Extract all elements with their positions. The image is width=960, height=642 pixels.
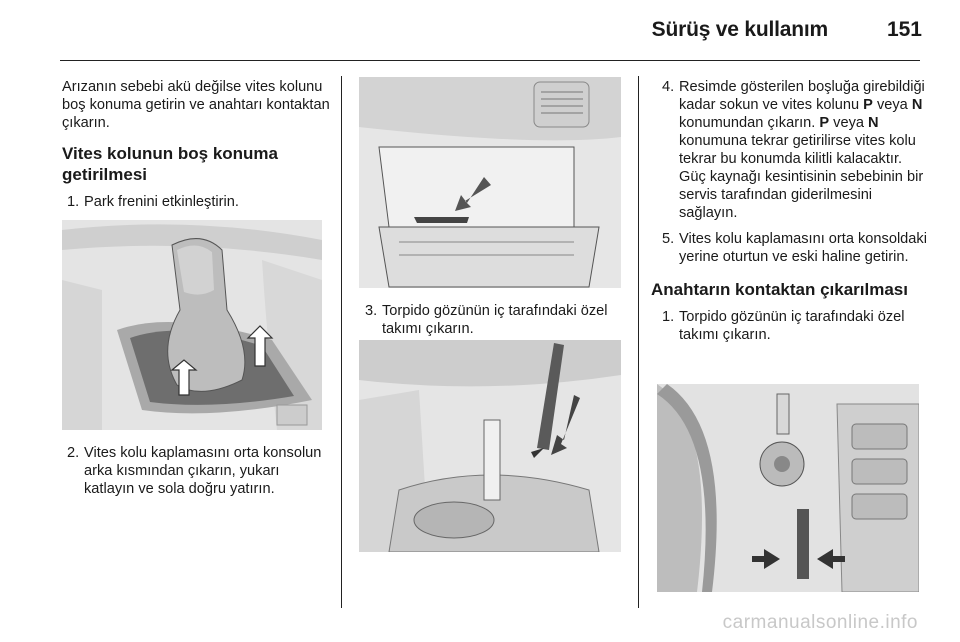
step-number: 1. <box>67 194 80 210</box>
section-heading-neutral: Vites kolunun boş konuma getirilmesi <box>62 144 278 184</box>
column-3 <box>651 78 927 344</box>
gear-n-label: N <box>868 115 879 131</box>
step-1-key <box>657 308 927 344</box>
column-2-text <box>360 302 628 338</box>
step-text: Torpido gözünün iç tarafındaki özel takımı çıkarın. <box>382 303 608 337</box>
column-1 <box>62 78 330 211</box>
gear-shifter-illustration <box>62 220 322 430</box>
step-text: veya <box>876 97 908 113</box>
step-number: 1. <box>662 309 675 325</box>
section-heading-key: Anahtarın kontaktan çıkarılması <box>651 280 908 299</box>
column-divider-2 <box>638 76 639 608</box>
step-number: 5. <box>662 231 675 247</box>
step-text: Vites kolu kaplamasını orta konsoldaki yerine oturtun ve eski haline getirin. <box>679 231 927 265</box>
step-text: veya <box>833 115 864 131</box>
step-number: 2. <box>67 445 80 461</box>
step-number: 4. <box>662 79 675 95</box>
gear-n-label: N <box>911 97 923 113</box>
column-1-lower <box>62 444 330 498</box>
step-text: konumundan çıkarın. <box>679 115 816 131</box>
step-2 <box>62 444 330 498</box>
step-5 <box>657 230 927 266</box>
step-3 <box>360 302 628 338</box>
step-text: Park frenini etkinleştirin. <box>84 194 239 210</box>
watermark: carmanualsonline.info <box>722 612 918 633</box>
step-text: Resimde gösterilen boşluğa girebildiği kadar sokun ve vites kolunu <box>679 79 925 113</box>
step-text: Torpido gözünün iç tarafındaki özel takımı çıkarın. <box>679 309 905 343</box>
glovebox-illustration <box>359 77 621 288</box>
ignition-tool-illustration <box>657 384 919 592</box>
gear-p-label: P <box>819 115 830 131</box>
intro-paragraph: Arızanın sebebi akü değilse vites kolunu boş konuma getirin ve anahtarı kontaktan çıkarın. <box>62 79 330 131</box>
step-text: Vites kolu kaplamasını orta konsolun arka kısmından çıkarın, yukarı katlayın ve sola doğru yatırın. <box>84 445 322 497</box>
page-number: 151 <box>886 18 922 41</box>
step-1 <box>62 193 330 211</box>
column-divider-1 <box>341 76 342 608</box>
step-number: 3. <box>365 303 378 319</box>
special-tool-illustration <box>359 340 621 552</box>
header-divider <box>60 60 920 61</box>
step-text: konumuna tekrar getirilirse vites kolu tekrar bu konumda kilitli kalacaktır. Güç kaynağı kesintisinin sebebinin bir servis tarafından giderilmesini sağlayın. <box>679 133 924 221</box>
gear-p-label: P <box>863 97 873 113</box>
step-4 <box>657 78 927 222</box>
page-header-title: Sürüş ve kullanım <box>651 18 828 41</box>
